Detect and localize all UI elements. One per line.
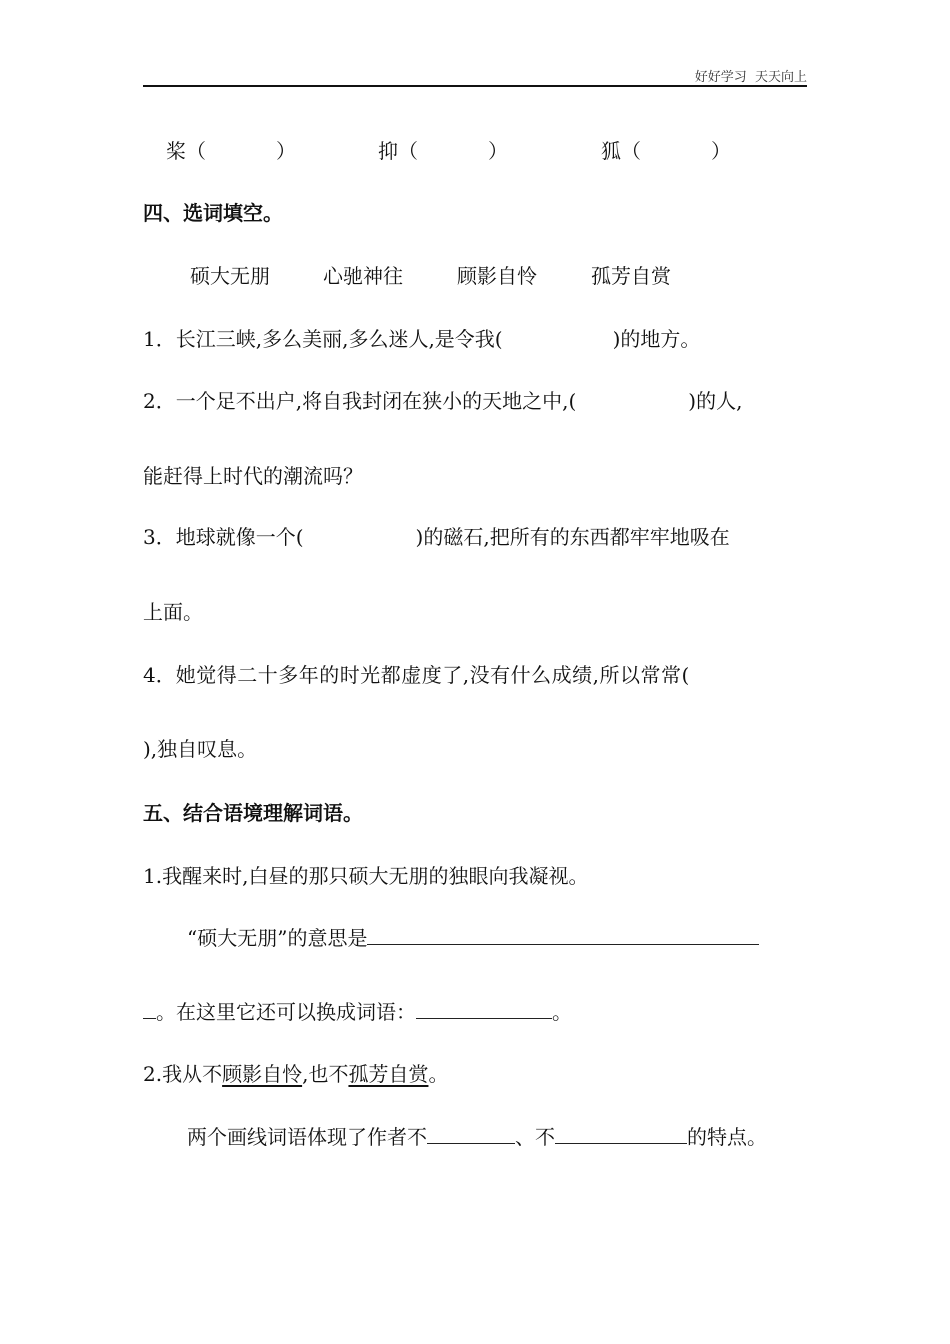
s4-question-3-cont: 上面。 [143,600,203,624]
header-rule [143,85,807,87]
word-bank-1: 硕大无朋 [190,264,270,288]
word-bank-4: 孤芳自赏 [591,264,671,288]
section-5-title: 五、结合语境理解词语。 [143,801,363,825]
s5-q2-blank-1[interactable] [427,1123,515,1144]
s5-question-1: 1.我醒来时,白昼的那只硕大无朋的独眼向我凝视。 [143,864,589,888]
s4-question-2-cont: 能赶得上时代的潮流吗？ [143,464,363,488]
char-item-3: 狐（ ） [601,139,731,163]
underlined-word-1: 顾影自怜 [222,1062,303,1086]
char-item-2: 抑（ ） [378,139,508,163]
s4-question-4: 4．她觉得二十多年的时光都虚度了,没有什么成绩,所以常常( [143,663,690,687]
s4-question-3: 3．地球就像一个( )的磁石,把所有的东西都牢牢地吸在 [143,525,730,549]
char-item-1: 桨（ ） [166,139,296,163]
word-bank-3: 顾影自怜 [457,264,537,288]
underlined-word-2: 孤芳自赏 [348,1062,429,1086]
s4-question-2: 2．一个足不出户,将自我封闭在狭小的天地之中,( )的人, [143,389,743,413]
section-4-title: 四、选词填空。 [143,201,283,225]
s5-question-2: 2.我从不顾影自怜,也不孤芳自赏。 [143,1062,449,1086]
s5-q1-meaning-blank[interactable] [367,924,759,945]
s5-q1-synonym-blank[interactable] [416,998,552,1019]
s5-question-1-cont: 。在这里它还可以换成词语： 。 [143,998,572,1026]
s4-question-1: 1．长江三峡,多么美丽,多么迷人,是令我( )的地方。 [143,327,701,351]
s4-question-4-cont: ),独自叹息。 [143,737,258,761]
s5-question-2-prompt: 两个画线词语体现了作者不 、不 的特点。 [187,1125,767,1149]
s5-question-1-prompt: “硕大无朋”的意思是 [187,924,759,952]
s5-q2-blank-2[interactable] [555,1123,687,1144]
word-bank-2: 心驰神往 [323,264,403,288]
s5-q1-meaning-blank-end[interactable] [143,998,156,1019]
header-motto: 好好学习 天天向上 [694,70,807,85]
